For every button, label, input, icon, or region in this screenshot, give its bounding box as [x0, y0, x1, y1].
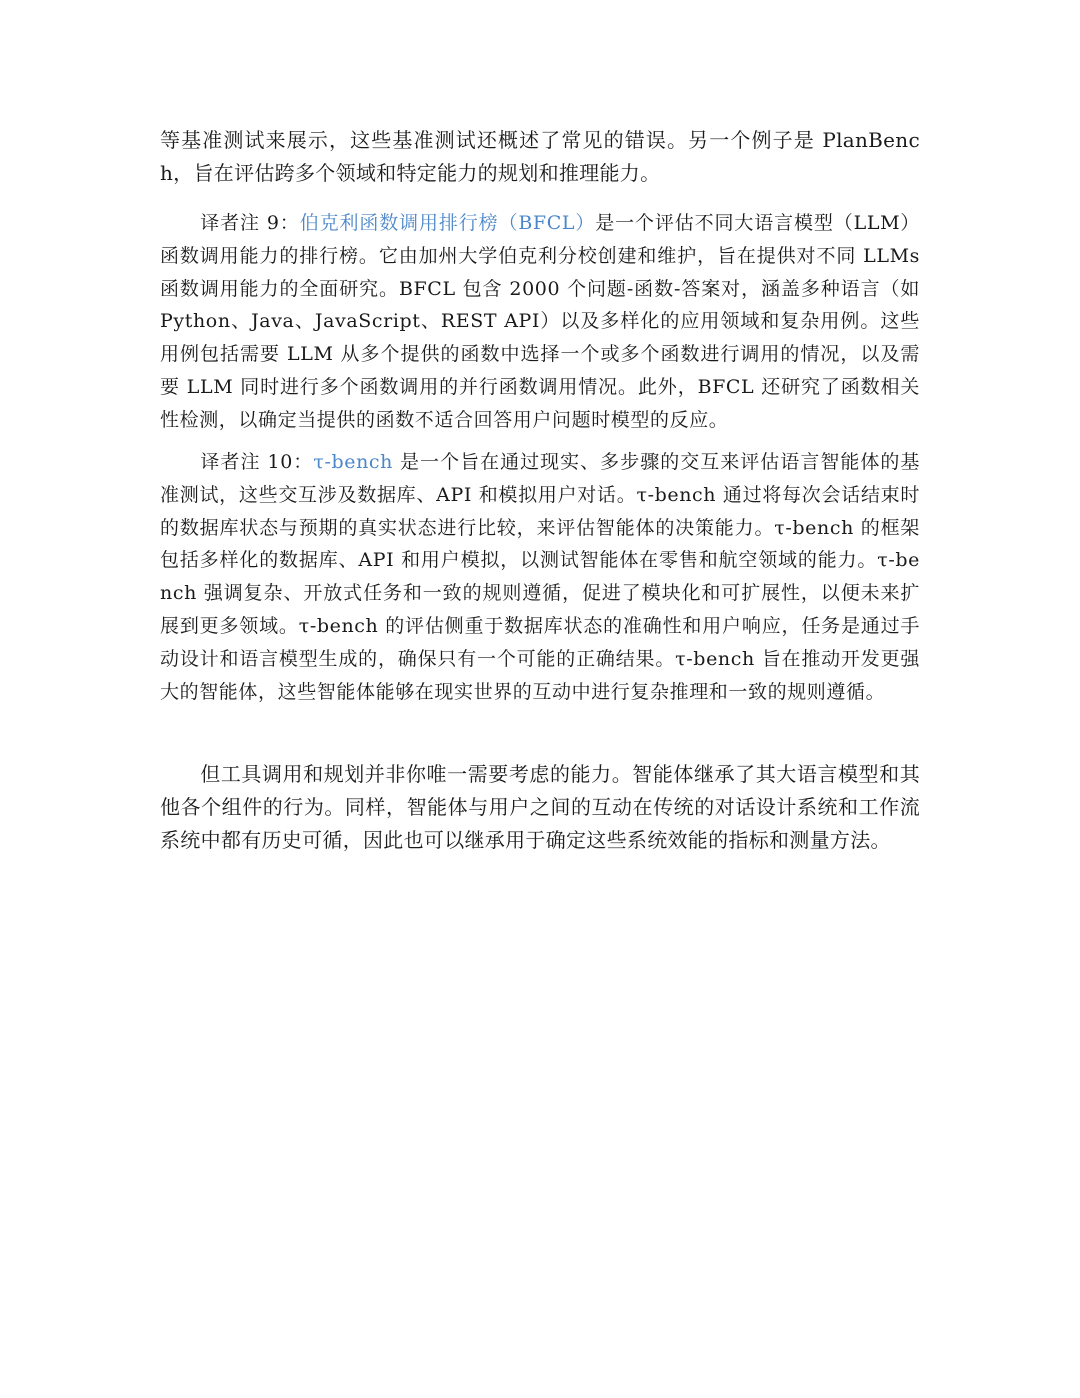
- outro-paragraph: [160, 758, 920, 856]
- translator-note-10: [160, 446, 920, 708]
- tau-bench-link[interactable]: τ-bench: [313, 451, 393, 473]
- intro-paragraph: [160, 124, 920, 190]
- note-10-label: 译者注 10：: [200, 451, 314, 473]
- note-9-body: 是一个评估不同大语言模型（LLM）函数调用能力的排行榜。它由加州大学伯克利分校创建和维护，旨在提供对不同 LLMs 函数调用能力的全面研究。BFCL 包含 2000 个问题-函数-答案对，涵盖多种语言（如 Python、Java、JavaScript、REST API）以及多样化的应用领域和复杂用例。这些用例包括需要 LLM 从多个提供的函数中选择一个或多个函数进行调用的情况，以及需要 LLM 同时进行多个函数调用的并行函数调用情况。此外，BFCL 还研究了函数相关性检测，以确定当提供的函数不适合回答用户问题时模型的反应。: [160, 212, 921, 431]
- note-10-body: 是一个旨在通过现实、多步骤的交互来评估语言智能体的基准测试，这些交互涉及数据库、API 和模拟用户对话。τ-bench 通过将每次会话结束时的数据库状态与预期的真实状态进行比较，来评估智能体的决策能力。τ-bench 的框架包括多样化的数据库、API 和用户模拟，以测试智能体在零售和航空领域的能力。τ-bench 强调复杂、开放式任务和一致的规则遵循，促进了模块化和可扩展性，以便未来扩展到更多领域。τ-bench 的评估侧重于数据库状态的准确性和用户响应，任务是通过手动设计和语言模型生成的，确保只有一个可能的正确结果。τ-bench 旨在推动开发更强大的智能体，这些智能体能够在现实世界的互动中进行复杂推理和一致的规则遵循。: [160, 451, 920, 703]
- outro-text: 但工具调用和规划并非你唯一需要考虑的能力。智能体继承了其大语言模型和其他各个组件的行为。同样，智能体与用户之间的互动在传统的对话设计系统和工作流系统中都有历史可循，因此也可以继承用于确定这些系统效能的指标和测量方法。: [160, 762, 920, 852]
- intro-text: 等基准测试来展示，这些基准测试还概述了常见的错误。另一个例子是 PlanBench，旨在评估跨多个领域和特定能力的规划和推理能力。: [160, 128, 920, 185]
- bfcl-link[interactable]: 伯克利函数调用排行榜（BFCL）: [299, 212, 596, 234]
- translator-note-9: [160, 207, 920, 437]
- note-9-label: 译者注 9：: [200, 212, 300, 234]
